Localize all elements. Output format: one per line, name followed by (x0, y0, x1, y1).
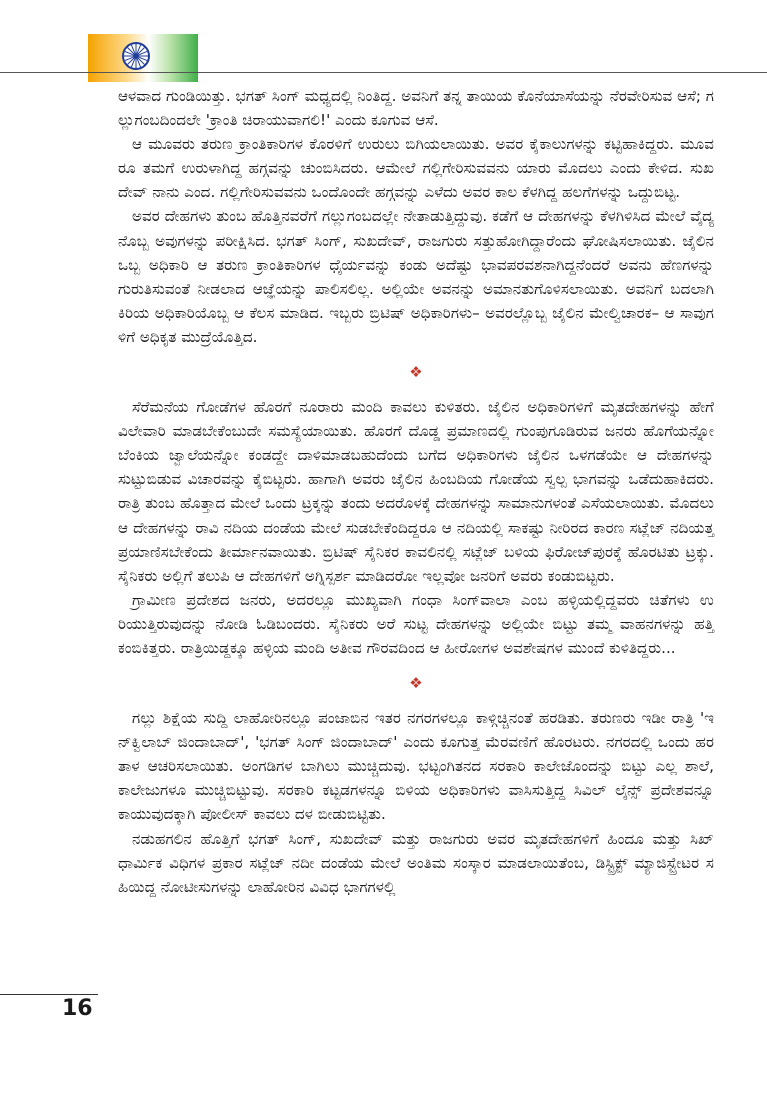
paragraph: ಅವರ ದೇಹಗಳು ತುಂಬ ಹೊತ್ತಿನವರೆಗೆ ಗಲ್ಲುಗಂಬದಲ್ಲೇ ನೇತಾಡುತ್ತಿದ್ದುವು. ಕಡೆಗೆ ಆ ದೇಹಗಳನ್ನು ಕೆಳಗಿಳಿಸಿದ ಮೇಲೆ ವೈದ್ಯನೊಬ್ಬ ಅವುಗಳನ್ನು ಪರೀಕ್ಷಿಸಿದ. ಭಗತ್ ಸಿಂಗ್, ಸುಖದೇವ್, ರಾಜಗುರು ಸತ್ತುಹೋಗಿದ್ದಾರೆಂದು ಘೋಷಿಸಲಾಯಿತು. ಜೈಲಿನ ಒಬ್ಬ ಅಧಿಕಾರಿ ಆ ತರುಣ ಕ್ರಾಂತಿಕಾರಿಗಳ ಧೈರ್ಯವನ್ನು ಕಂಡು ಅದೆಷ್ಟು ಭಾವಪರವಶನಾಗಿದ್ದನೆಂದರೆ ಅವನು ಹೆಣಗಳನ್ನು ಗುರುತಿಸುವಂತೆ ನೀಡಲಾದ ಆಜ್ಞೆಯನ್ನು ಪಾಲಿಸಲಿಲ್ಲ. ಅಲ್ಲಿಯೇ ಅವನನ್ನು ಅಮಾನತುಗೊಳಿಸಲಾಯಿತು. ಅವನಿಗೆ ಬದಲಾಗಿ ಕಿರಿಯ ಅಧಿಕಾರಿಯೊಬ್ಬ ಆ ಕೆಲಸ ಮಾಡಿದ. ಇಬ್ಬರು ಬ್ರಿಟಿಷ್ ಅಧಿಕಾರಿಗಳು– ಅವರಲ್ಲೊಬ್ಬ ಜೈಲಿನ ಮೇಲ್ವಿಚಾರಕ– ಆ ಸಾವುಗಳಿಗೆ ಅಧಿಕೃತ ಮುದ್ರೆಯೊತ್ತಿದ. (118, 207, 714, 346)
section-divider: ❖ (409, 674, 423, 693)
paragraph: ನಡುಹಗಲಿನ ಹೊತ್ತಿಗೆ ಭಗತ್ ಸಿಂಗ್, ಸುಖದೇವ್ ಮತ್ತು ರಾಜಗುರು ಅವರ ಮೃತದೇಹಗಳಿಗೆ ಹಿಂದೂ ಮತ್ತು ಸಿಖ್ ಧಾರ್ಮಿಕ ವಿಧಿಗಳ ಪ್ರಕಾರ ಸಟ್ಲೆಜ್ ನದೀ ದಂಡೆಯ ಮೇಲೆ ಅಂತಿಮ ಸಂಸ್ಕಾರ ಮಾಡಲಾಯಿತೆಂಬ, ಡಿಸ್ಟ್ರಿಕ್ಟ್ ಮ್ಯಾಜಿಸ್ಟ್ರೇಟರ ಸಹಿಯಿದ್ದ ನೋಟೀಸುಗಳನ್ನು ಲಾಹೋರಿನ ವಿವಿಧ ಭಾಗಗಳಲ್ಲಿ (118, 829, 714, 896)
header-rule (0, 72, 767, 73)
paragraph: ಗಲ್ಲು ಶಿಕ್ಷೆಯ ಸುದ್ದಿ ಲಾಹೋರಿನಲ್ಲೂ ಪಂಜಾಬಿನ ಇತರ ನಗರಗಳಲ್ಲೂ ಕಾಳ್ಗಿಚ್ಚಿನಂತೆ ಹರಡಿತು. ತರುಣರು ಇಡೀ ರಾತ್ರಿ 'ಇನ್‌ಕ್ವಿಲಾಬ್ ಜಿಂದಾಬಾದ್', 'ಭಗತ್ ಸಿಂಗ್ ಜಿಂದಾಬಾದ್' ಎಂದು ಕೂಗುತ್ತ ಮೆರವಣಿಗೆ ಹೊರಟರು. ನಗರದಲ್ಲಿ ಒಂದು ಹರತಾಳ ಆಚರಿಸಲಾಯಿತು. ಅಂಗಡಿಗಳ ಬಾಗಿಲು ಮುಚ್ಚಿದುವು. ಭಟ್ಟಂಗಿತನದ ಸರಕಾರಿ ಕಾಲೇಜೊಂದನ್ನು ಬಿಟ್ಟು ಎಲ್ಲ ಶಾಲೆ, ಕಾಲೇಜುಗಳೂ ಮುಚ್ಚಿಬಿಟ್ಟುವು. ಸರಕಾರಿ ಕಟ್ಟಡಗಳನ್ನೂ ಬಿಳಿಯ ಅಧಿಕಾರಿಗಳು ವಾಸಿಸುತ್ತಿದ್ದ ಸಿವಿಲ್ ಲೈನ್ಸ್ ಪ್ರದೇಶವನ್ನೂ ಕಾಯುವುದಕ್ಕಾಗಿ ಪೋಲೀಸ್ ಕಾವಲು ದಳ ಬೀಡುಬಿಟ್ಟಿತು. (118, 709, 714, 824)
footer-rule (0, 994, 98, 995)
section-divider: ❖ (409, 363, 423, 382)
paragraph: ಸೆರೆಮನೆಯ ಗೋಡೆಗಳ ಹೊರಗೆ ನೂರಾರು ಮಂದಿ ಕಾವಲು ಕುಳಿತರು. ಜೈಲಿನ ಅಧಿಕಾರಿಗಳಿಗೆ ಮೃತದೇಹಗಳನ್ನು ಹೇಗೆ ವಿಲೇವಾರಿ ಮಾಡಬೇಕೆಂಬುದೇ ಸಮಸ್ಯೆಯಾಯಿತು. ಹೊರಗೆ ದೊಡ್ಡ ಪ್ರಮಾಣದಲ್ಲಿ ಗುಂಪುಗೂಡಿರುವ ಜನರು ಹೊಗೆಯನ್ನೋ ಬೆಂಕಿಯ ಜ್ವಾಲೆಯನ್ನೋ ಕಂಡದ್ದೇ ದಾಳಿಮಾಡಬಹುದೆಂದು ಬಗೆದ ಅಧಿಕಾರಿಗಳು ಜೈಲಿನ ಒಳಗಡೆಯೇ ಆ ದೇಹಗಳನ್ನು ಸುಟ್ಟುಬಿಡುವ ವಿಚಾರವನ್ನು ಕೈಬಿಟ್ಟರು. ಹಾಗಾಗಿ ಅವರು ಜೈಲಿನ ಹಿಂಬದಿಯ ಗೋಡೆಯ ಸ್ವಲ್ಪ ಭಾಗವನ್ನು ಒಡೆದುಹಾಕಿದರು. ರಾತ್ರಿ ತುಂಬ ಹೊತ್ತಾದ ಮೇಲೆ ಒಂದು ಟ್ರಕ್ಕನ್ನು ತಂದು ಅದರೊಳಕ್ಕೆ ದೇಹಗಳನ್ನು ಸಾಮಾನುಗಳಂತೆ ಎಸೆಯಲಾಯಿತು. ಮೊದಲು ಆ ದೇಹಗಳನ್ನು ರಾವಿ ನದಿಯ ದಂಡೆಯ ಮೇಲೆ ಸುಡಬೇಕೆಂದಿದ್ದರೂ ಆ ನದಿಯಲ್ಲಿ ಸಾಕಷ್ಟು ನೀರಿರದ ಕಾರಣ ಸಟ್ಲೆಜ್ ನದಿಯತ್ತ ಪ್ರಯಾಣಿಸಬೇಕೆಂದು ತೀರ್ಮಾನವಾಯಿತು. ಬ್ರಿಟಿಷ್ ಸೈನಿಕರ ಕಾವಲಿನಲ್ಲಿ ಸಟ್ಲೆಜ್ ಬಳಿಯ ಫಿರೋಜ್‌ಪುರಕ್ಕೆ ಹೊರಟಿತು ಟ್ರಕ್ಕು. ಸೈನಿಕರು ಅಲ್ಲಿಗೆ ತಲುಪಿ ಆ ದೇಹಗಳಿಗೆ ಅಗ್ನಿಸ್ಪರ್ಶ ಮಾಡಿದರೋ ಇಲ್ಲವೋ ಜನರಿಗೆ ಅವರು ಕಂಡುಬಿಟ್ಟರು. (118, 398, 714, 585)
page-number: 16 (62, 996, 93, 1021)
article-body (118, 84, 714, 899)
paragraph: ಗ್ರಾಮೀಣ ಪ್ರದೇಶದ ಜನರು, ಅದರಲ್ಲೂ ಮುಖ್ಯವಾಗಿ ಗಂಧಾ ಸಿಂಗ್‌ವಾಲಾ ಎಂಬ ಹಳ್ಳಿಯಲ್ಲಿದ್ದವರು ಚಿತೆಗಳು ಉರಿಯುತ್ತಿರುವುದನ್ನು ನೋಡಿ ಓಡಿಬಂದರು. ಸೈನಿಕರು ಅರೆ ಸುಟ್ಟ ದೇಹಗಳನ್ನು ಅಲ್ಲಿಯೇ ಬಿಟ್ಟು ತಮ್ಮ ವಾಹನಗಳನ್ನು ಹತ್ತಿ ಕಂಬಿಕಿತ್ತರು. ರಾತ್ರಿಯಿಡ್ದಕ್ಕೂ ಹಳ್ಳಿಯ ಮಂದಿ ಅತೀವ ಗೌರವದಿಂದ ಆ ಹೀರೋಗಳ ಅವಶೇಷಗಳ ಮುಂದೆ ಕುಳಿತಿದ್ದರು... (118, 590, 714, 657)
paragraph: ಆ ಮೂವರು ತರುಣ ಕ್ರಾಂತಿಕಾರಿಗಳ ಕೊರಳಿಗೆ ಉರುಲು ಬಿಗಿಯಲಾಯಿತು. ಅವರ ಕೈಕಾಲುಗಳನ್ನು ಕಟ್ಟಿಹಾಕಿದ್ದರು. ಮೂವರೂ ತಮಗೆ ಉರುಳಾಗಿದ್ದ ಹಗ್ಗವನ್ನು ಚುಂಬಿಸಿದರು. ಆಮೇಲೆ ಗಲ್ಲಿಗೇರಿಸುವವನು ಯಾರು ಮೊದಲು ಎಂದು ಕೇಳಿದ. ಸುಖದೇವ್ ನಾನು ಎಂದ. ಗಲ್ಲಿಗೇರಿಸುವವನು ಒಂದೊಂದೇ ಹಗ್ಗವನ್ನು ಎಳೆದು ಅವರ ಕಾಲ ಕೆಳಗಿದ್ದ ಹಲಗೆಗಳನ್ನು ಒದ್ದುಬಿಟ್ಟ. (118, 135, 714, 202)
paragraph: ಆಳವಾದ ಗುಂಡಿಯಿತ್ತು. ಭಗತ್ ಸಿಂಗ್ ಮಧ್ಯದಲ್ಲಿ ನಿಂತಿದ್ದ. ಅವನಿಗೆ ತನ್ನ ತಾಯಿಯ ಕೊನೆಯಾಸೆಯನ್ನು ನೆರವೇರಿಸುವ ಆಸೆ; ಗಲ್ಲುಗಂಬದಿಂದಲೇ 'ಕ್ರಾಂತಿ ಚಿರಾಯುವಾಗಲಿ!' ಎಂದು ಕೂಗುವ ಆಸೆ. (118, 87, 714, 130)
india-flag-chakra-icon (88, 34, 198, 82)
